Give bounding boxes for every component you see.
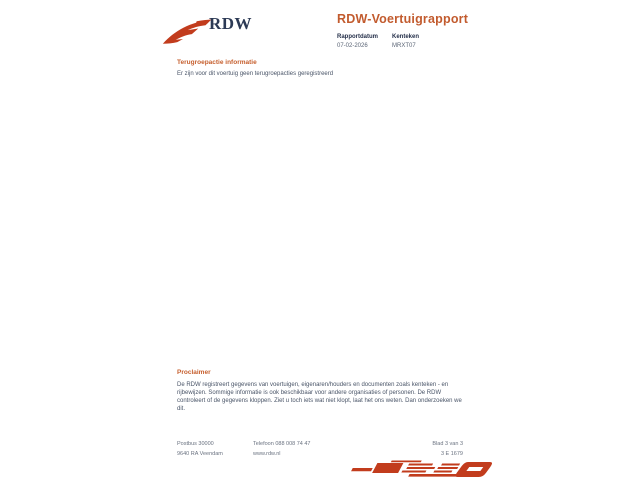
footer-page-number: Blad 3 van 3	[432, 441, 463, 447]
license-plate-label: Kenteken	[392, 34, 420, 40]
license-plate-value: MRXT07	[392, 42, 416, 49]
footer-contact	[253, 439, 383, 459]
rdw-logo	[161, 14, 251, 48]
footer-website: www.rdw.nl	[253, 451, 281, 457]
speed-stripes-icon	[345, 460, 492, 479]
report-date-value: 07-02-2026	[337, 42, 368, 49]
recall-heading: Terugroepactie informatie	[177, 59, 257, 66]
footer-address-line1: Postbus 30000	[177, 441, 214, 447]
rdw-wordmark: RDW	[209, 14, 253, 33]
license-plate-block	[392, 34, 433, 49]
section-recall-info	[177, 59, 333, 77]
footer-form-code: 3 E 1679	[440, 451, 463, 457]
footer-address-line2: 9640 RA Veendam	[177, 451, 223, 457]
footer-page-info	[383, 439, 463, 459]
section-proclaimer	[177, 369, 469, 413]
proclaimer-body: De RDW registreert gegevens van voertuigen, eigenaren/houders en documenten zoals kenteken - en rijbewijzen. Sommige informatie is ook beschikbaar voor andere organisaties of personen. De RDW controleert of de gegevens kloppen. Ziet u toch iets wat niet klopt, laat het ons weten. Dan onderzoeken we dit.	[177, 382, 462, 412]
page-footer	[177, 439, 463, 459]
rdw-wing-icon	[161, 18, 213, 47]
proclaimer-heading: Proclaimer	[177, 369, 211, 376]
footer-phone: Telefoon 088 008 74 47	[253, 441, 311, 447]
footer-address	[177, 439, 253, 459]
report-date-block	[337, 34, 378, 49]
report-meta	[337, 34, 433, 49]
recall-body: Er zijn voor dit voertuig geen terugroepacties geregistreerd	[177, 70, 334, 77]
document-title: RDW-Voertuigrapport	[337, 12, 469, 26]
report-date-label: Rapportdatum	[337, 34, 378, 40]
